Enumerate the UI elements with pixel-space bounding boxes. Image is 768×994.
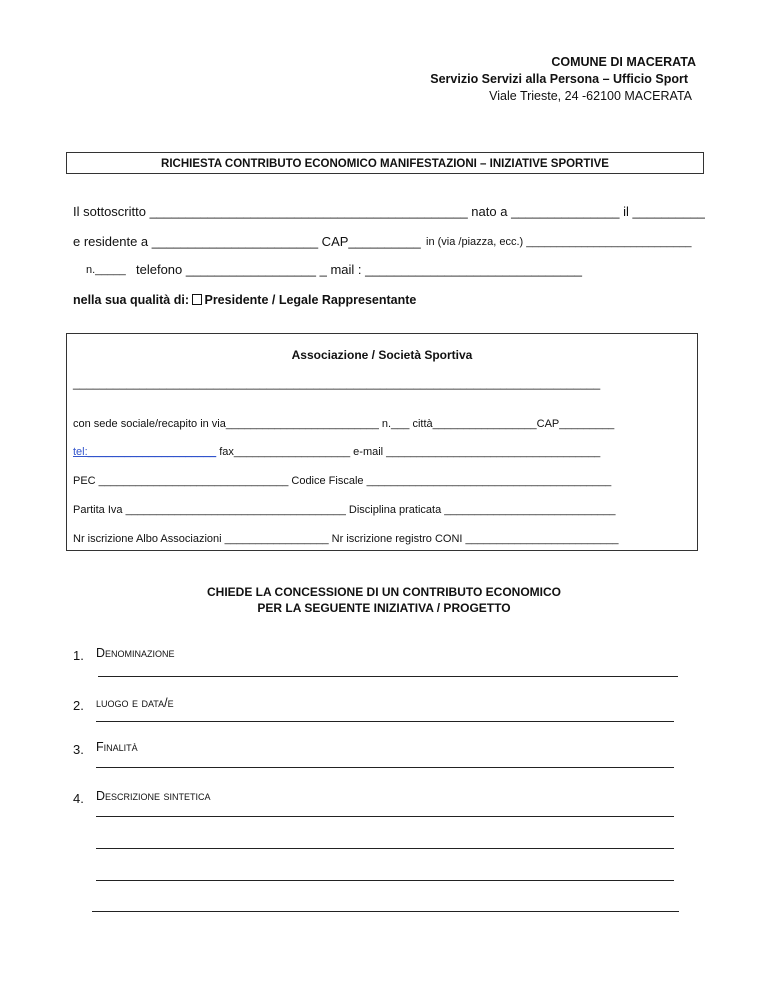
item-2-number: 2. — [73, 698, 84, 713]
role-option-label: Presidente / Legale Rappresentante — [204, 293, 417, 307]
item-4-answer-line-4[interactable] — [92, 911, 679, 912]
association-contact-line — [73, 446, 600, 458]
item-1-answer-line[interactable] — [98, 676, 678, 677]
item-4-number: 4. — [73, 791, 84, 806]
role-checkbox[interactable] — [192, 294, 202, 305]
association-name-line[interactable]: _______________________________________________________________________________ — [73, 376, 601, 390]
office-address: Viale Trieste, 24 -62100 MACERATA — [489, 89, 692, 103]
applicant-address-line[interactable]: in (via /piazza, ecc.) ___________________________ — [426, 236, 692, 248]
applicant-name-line[interactable]: Il sottoscritto ____________________________________________ nato a _______________ il __________ — [73, 204, 705, 219]
item-4-answer-line-2[interactable] — [96, 848, 674, 849]
association-box — [66, 333, 698, 551]
applicant-contact-line[interactable]: telefono __________________ _ mail : ______________________________ — [136, 262, 583, 277]
request-line-2: PER LA SEGUENTE INIZIATIVA / PROGETTO — [257, 601, 511, 615]
item-1-label: Denominazione — [96, 646, 175, 660]
item-3-answer-line[interactable] — [96, 767, 674, 768]
item-2-answer-line[interactable] — [96, 721, 674, 722]
item-2-label: luogo e data/e — [96, 696, 174, 710]
applicant-number-line[interactable]: n._____ — [86, 264, 126, 276]
association-registry-line[interactable]: Nr iscrizione Albo Associazioni _________________ Nr iscrizione registro CONI _________________________ — [73, 533, 619, 545]
item-3-label: Finalità — [96, 740, 138, 754]
association-seat-line[interactable]: con sede sociale/recapito in via_________________________ n.___ città_________________CAP_________ — [73, 418, 615, 430]
role-prefix: nella sua qualità di: — [73, 293, 189, 307]
office-name: Servizio Servizi alla Persona – Ufficio Sport — [430, 72, 688, 86]
item-3-number: 3. — [73, 742, 84, 757]
fax-email-fields[interactable]: fax___________________ e-mail ___________________________________ — [216, 446, 601, 458]
form-title: RICHIESTA CONTRIBUTO ECONOMICO MANIFESTAZIONI – INIZIATIVE SPORTIVE — [66, 152, 704, 174]
applicant-residence-line[interactable]: e residente a _______________________ CAP__________ — [73, 234, 421, 249]
item-4-answer-line-3[interactable] — [96, 880, 674, 881]
association-pec-line[interactable]: PEC _______________________________ Codice Fiscale ________________________________________ — [73, 475, 612, 487]
item-4-label: Descrizione sintetica — [96, 789, 211, 803]
association-title: Associazione / Società Sportiva — [291, 348, 473, 362]
tel-link[interactable]: tel:_____________________ — [73, 446, 217, 458]
association-vat-line[interactable]: Partita Iva ____________________________________ Disciplina praticata ____________________________ — [73, 504, 616, 516]
item-1-number: 1. — [73, 648, 84, 663]
request-line-1: CHIEDE LA CONCESSIONE DI UN CONTRIBUTO ECONOMICO — [206, 585, 562, 599]
role-line — [73, 293, 416, 307]
municipality-name: COMUNE DI MACERATA — [551, 55, 696, 69]
item-4-answer-line-1[interactable] — [96, 816, 674, 817]
